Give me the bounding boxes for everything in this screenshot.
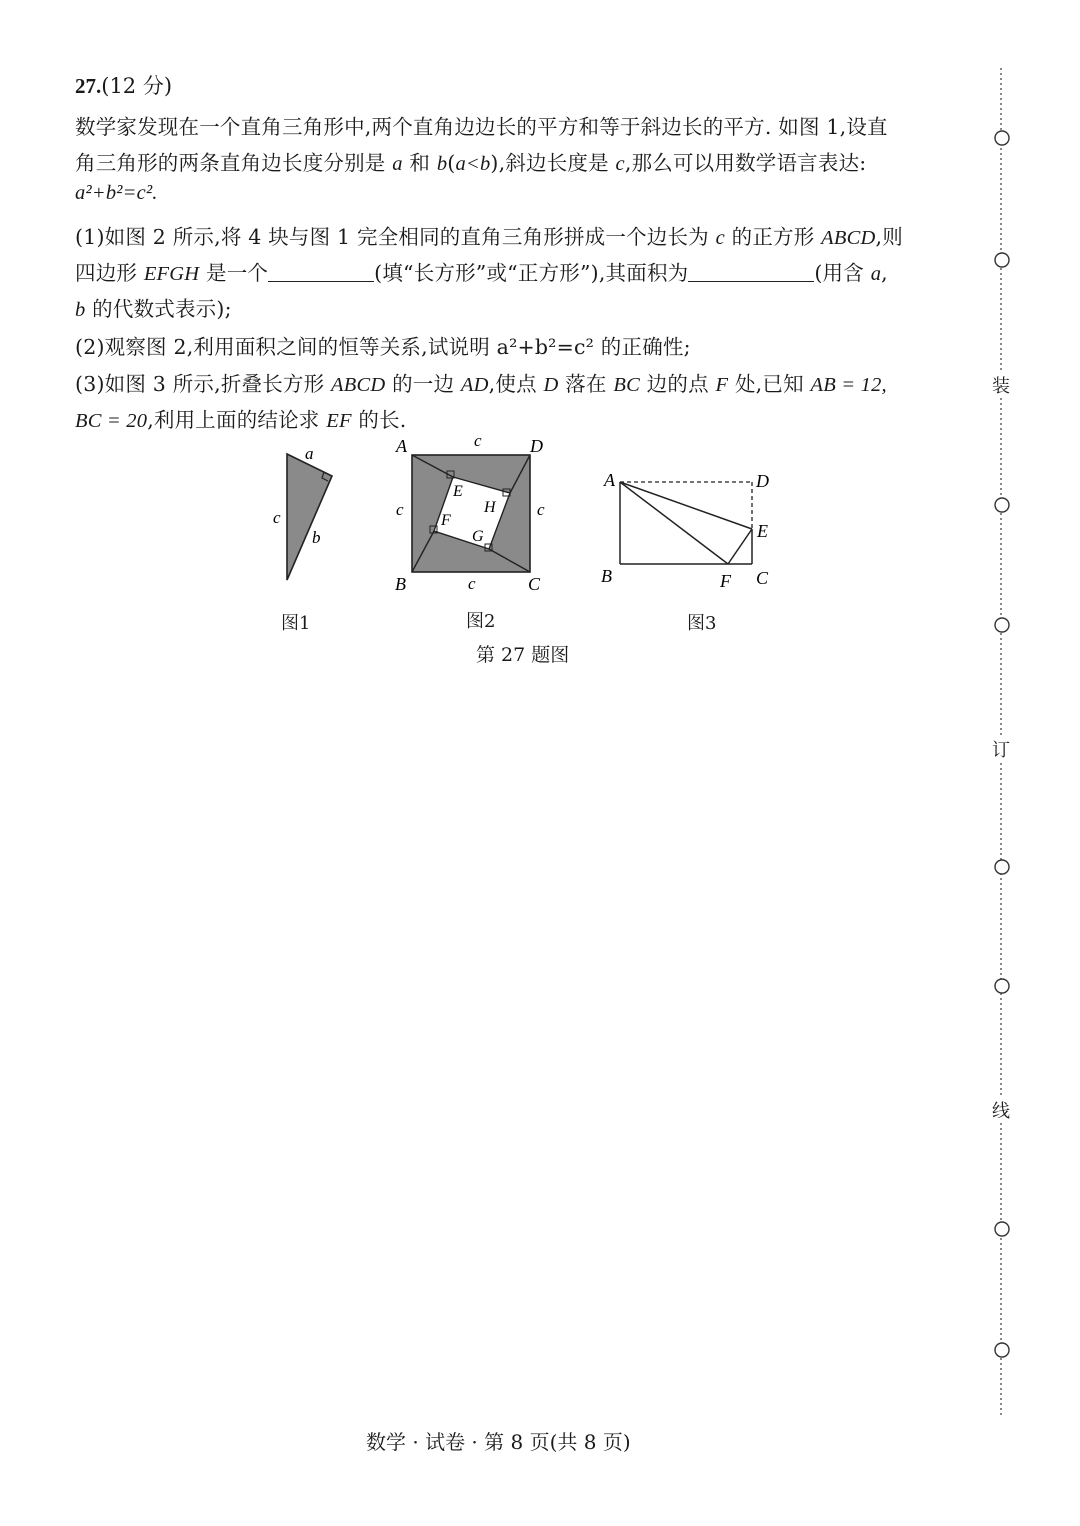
fig2-label-bottom-c: c bbox=[468, 574, 476, 593]
binding-char-ding: 订 bbox=[992, 736, 1010, 762]
part-1-line-1: (1)如图 2 所示,将 4 块与图 1 完全相同的直角三角形拼成一个边长为 c 的正方形 ABCD,则 bbox=[75, 225, 903, 249]
fig2-label-H: H bbox=[484, 499, 496, 516]
fig2-caption: 图2 bbox=[466, 611, 496, 632]
question-points: (12 分) bbox=[101, 74, 173, 98]
fig3-caption: 图3 bbox=[687, 613, 717, 634]
fig2-label-F: F bbox=[441, 512, 451, 529]
binding-hole bbox=[995, 860, 1009, 874]
part-3-line-2: BC = 20,利用上面的结论求 EF 的长. bbox=[75, 408, 407, 432]
binding-hole bbox=[995, 253, 1009, 267]
fig3-fold-ae bbox=[620, 482, 752, 529]
binding-char-xian: 线 bbox=[992, 1097, 1010, 1123]
fig1-label-b: b bbox=[312, 528, 321, 547]
part-1-line-3: b 的代数式表示); bbox=[75, 297, 232, 321]
binding-hole bbox=[995, 1343, 1009, 1357]
page-footer: 数学 · 试卷 · 第 8 页(共 8 页) bbox=[366, 1430, 631, 1454]
pythagorean-formula: a²+b²=c². bbox=[75, 182, 158, 204]
fig2-label-left-c: c bbox=[396, 500, 404, 519]
binding-hole bbox=[995, 498, 1009, 512]
fig3-label-A: A bbox=[604, 470, 615, 490]
binding-margin bbox=[980, 0, 1030, 1526]
fig3-label-D: D bbox=[756, 471, 769, 491]
fig2-label-G: G bbox=[472, 528, 484, 545]
fig2-label-C: C bbox=[528, 574, 541, 594]
fig3-label-F: F bbox=[720, 571, 731, 591]
fig1-caption: 图1 bbox=[281, 613, 311, 634]
binding-hole bbox=[995, 618, 1009, 632]
part-2: (2)观察图 2,利用面积之间的恒等关系,试说明 a²+b²=c² 的正确性; bbox=[75, 335, 691, 359]
figure-title: 第 27 题图 bbox=[476, 644, 570, 666]
fig2-label-E: E bbox=[453, 483, 463, 500]
fig3-label-B: B bbox=[601, 566, 612, 586]
fig2-label-B: B bbox=[395, 574, 406, 594]
figure-3 bbox=[601, 470, 769, 591]
binding-hole bbox=[995, 131, 1009, 145]
question-number: 27. bbox=[75, 74, 102, 98]
question-line-2: 角三角形的两条直角边长度分别是 a 和 b(a<b),斜边长度是 c,那么可以用数学语言表达: bbox=[75, 151, 867, 175]
part-1-line-2: 四边形 EFGH 是一个 (填“长方形”或“正方形”),其面积为 (用含 a, bbox=[75, 261, 888, 285]
binding-hole bbox=[995, 979, 1009, 993]
binding-char-zhuang: 装 bbox=[992, 372, 1010, 398]
fig2-label-D: D bbox=[530, 436, 543, 456]
fig1-triangle bbox=[287, 454, 332, 580]
fig2-label-right-c: c bbox=[537, 500, 545, 519]
figure-2 bbox=[395, 431, 545, 594]
fig1-label-c: c bbox=[273, 508, 281, 527]
fig3-label-C: C bbox=[756, 568, 769, 588]
binding-hole bbox=[995, 1222, 1009, 1236]
fig3-line-fe bbox=[728, 529, 752, 564]
fig2-label-top-c: c bbox=[474, 431, 482, 450]
part-3-line-1: (3)如图 3 所示,折叠长方形 ABCD 的一边 AD,使点 D 落在 BC 边的点 F 处,已知 AB = 12, bbox=[75, 372, 887, 396]
fig2-label-A: A bbox=[396, 436, 407, 456]
fig1-label-a: a bbox=[305, 444, 314, 463]
fig3-line-af bbox=[620, 482, 728, 564]
figures-svg bbox=[0, 0, 1080, 700]
fig3-label-E: E bbox=[757, 521, 768, 541]
figure-1 bbox=[273, 444, 332, 580]
question-line-1: 数学家发现在一个直角三角形中,两个直角边边长的平方和等于斜边长的平方. 如图 1,设直 bbox=[75, 115, 888, 139]
